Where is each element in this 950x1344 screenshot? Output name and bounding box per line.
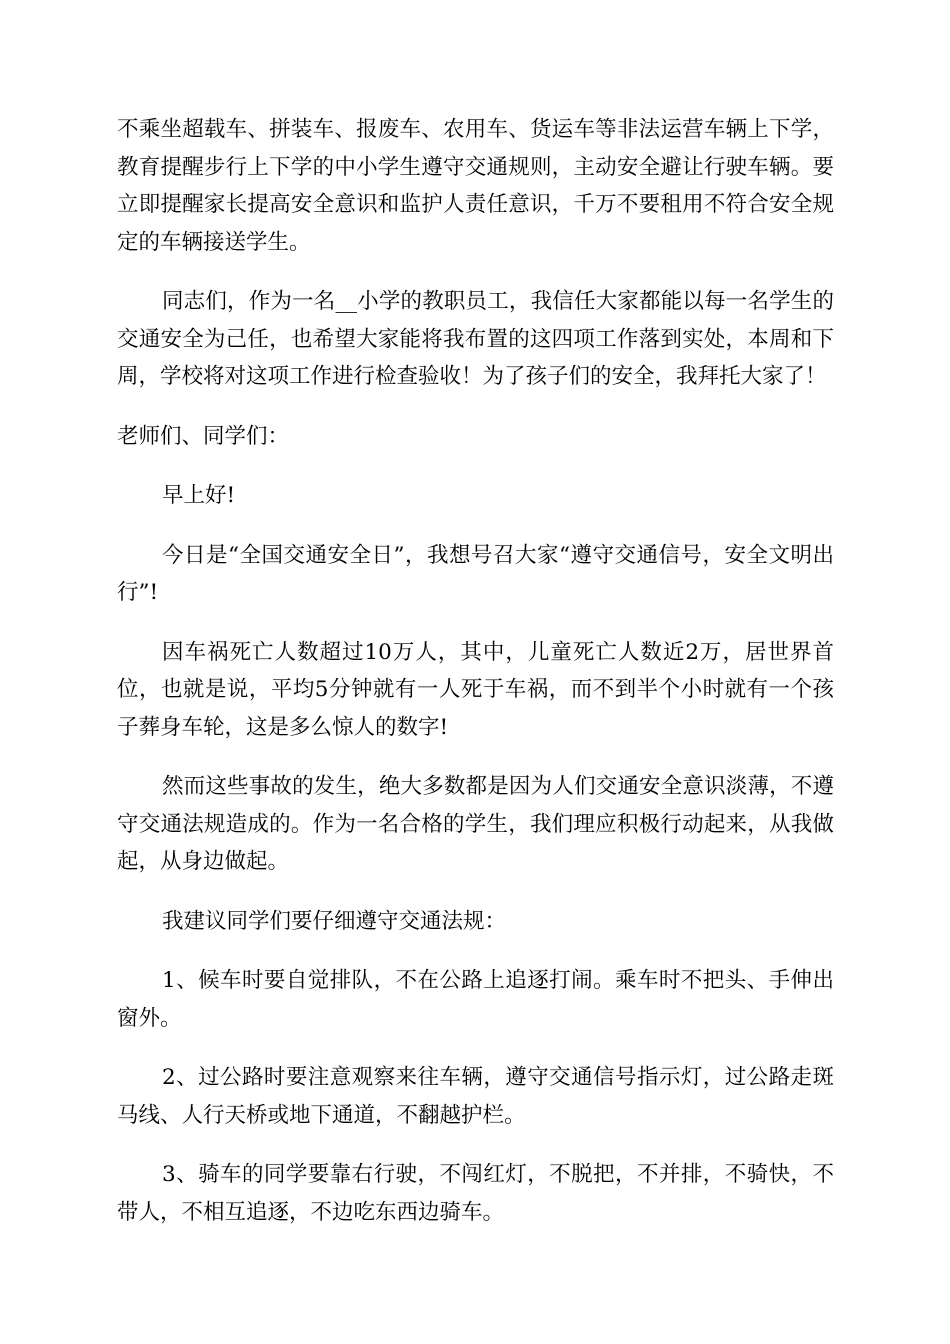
document-body bbox=[117, 111, 834, 1253]
list-item-rule-1: 1、候车时要自觉排队，不在公路上追逐打闹。乘车时不把头、手伸出窗外。 bbox=[117, 968, 834, 1031]
list-item-rule-2: 2、过公路时要注意观察来往车辆，遵守交通信号指示灯，过公路走斑马线、人行天桥或地下通道，不翻越护栏。 bbox=[117, 1065, 834, 1128]
list-item-rule-3: 3、骑车的同学要靠右行驶，不闯红灯，不脱把，不并排，不骑快，不带人，不相互追逐，不边吃东西边骑车。 bbox=[117, 1162, 834, 1225]
paragraph-salutation: 老师们、同学们： bbox=[117, 423, 290, 449]
paragraph-statistics: 因车祸死亡人数超过10万人，其中，儿童死亡人数近2万，居世界首位，也就是说，平均5分钟就有一人死于车祸，而不到半个小时就有一个孩子葬身车轮，这是多么惊人的数字! bbox=[117, 639, 834, 740]
paragraph-staff-appeal: 同志们，作为一名__小学的教职员工，我信任大家都能以每一名学生的交通安全为己任，也希望大家能将我布置的这四项工作落到实处，本周和下周，学校将对这项工作进行检查验收！为了孩子们的安全，我拜托大家了！ bbox=[117, 289, 834, 389]
paragraph-causes: 然而这些事故的发生，绝大多数都是因为人们交通安全意识淡薄，不遵守交通法规造成的。作为一名合格的学生，我们理应积极行动起来，从我做起，从身边做起。 bbox=[117, 774, 834, 874]
paragraph-safety-day: 今日是“全国交通安全日”，我想号召大家“遵守交通信号，安全文明出行”! bbox=[117, 542, 834, 605]
paragraph-vehicle-safety: 不乘坐超载车、拼装车、报废车、农用车、货运车等非法运营车辆上下学，教育提醒步行上下学的中小学生遵守交通规则，主动安全避让行驶车辆。要立即提醒家长提高安全意识和监护人责任意识，千万不要租用不符合安全规定的车辆接送学生。 bbox=[117, 117, 834, 255]
paragraph-suggestion-intro: 我建议同学们要仔细遵守交通法规： bbox=[162, 908, 507, 934]
paragraph-greeting: 早上好! bbox=[162, 483, 236, 508]
